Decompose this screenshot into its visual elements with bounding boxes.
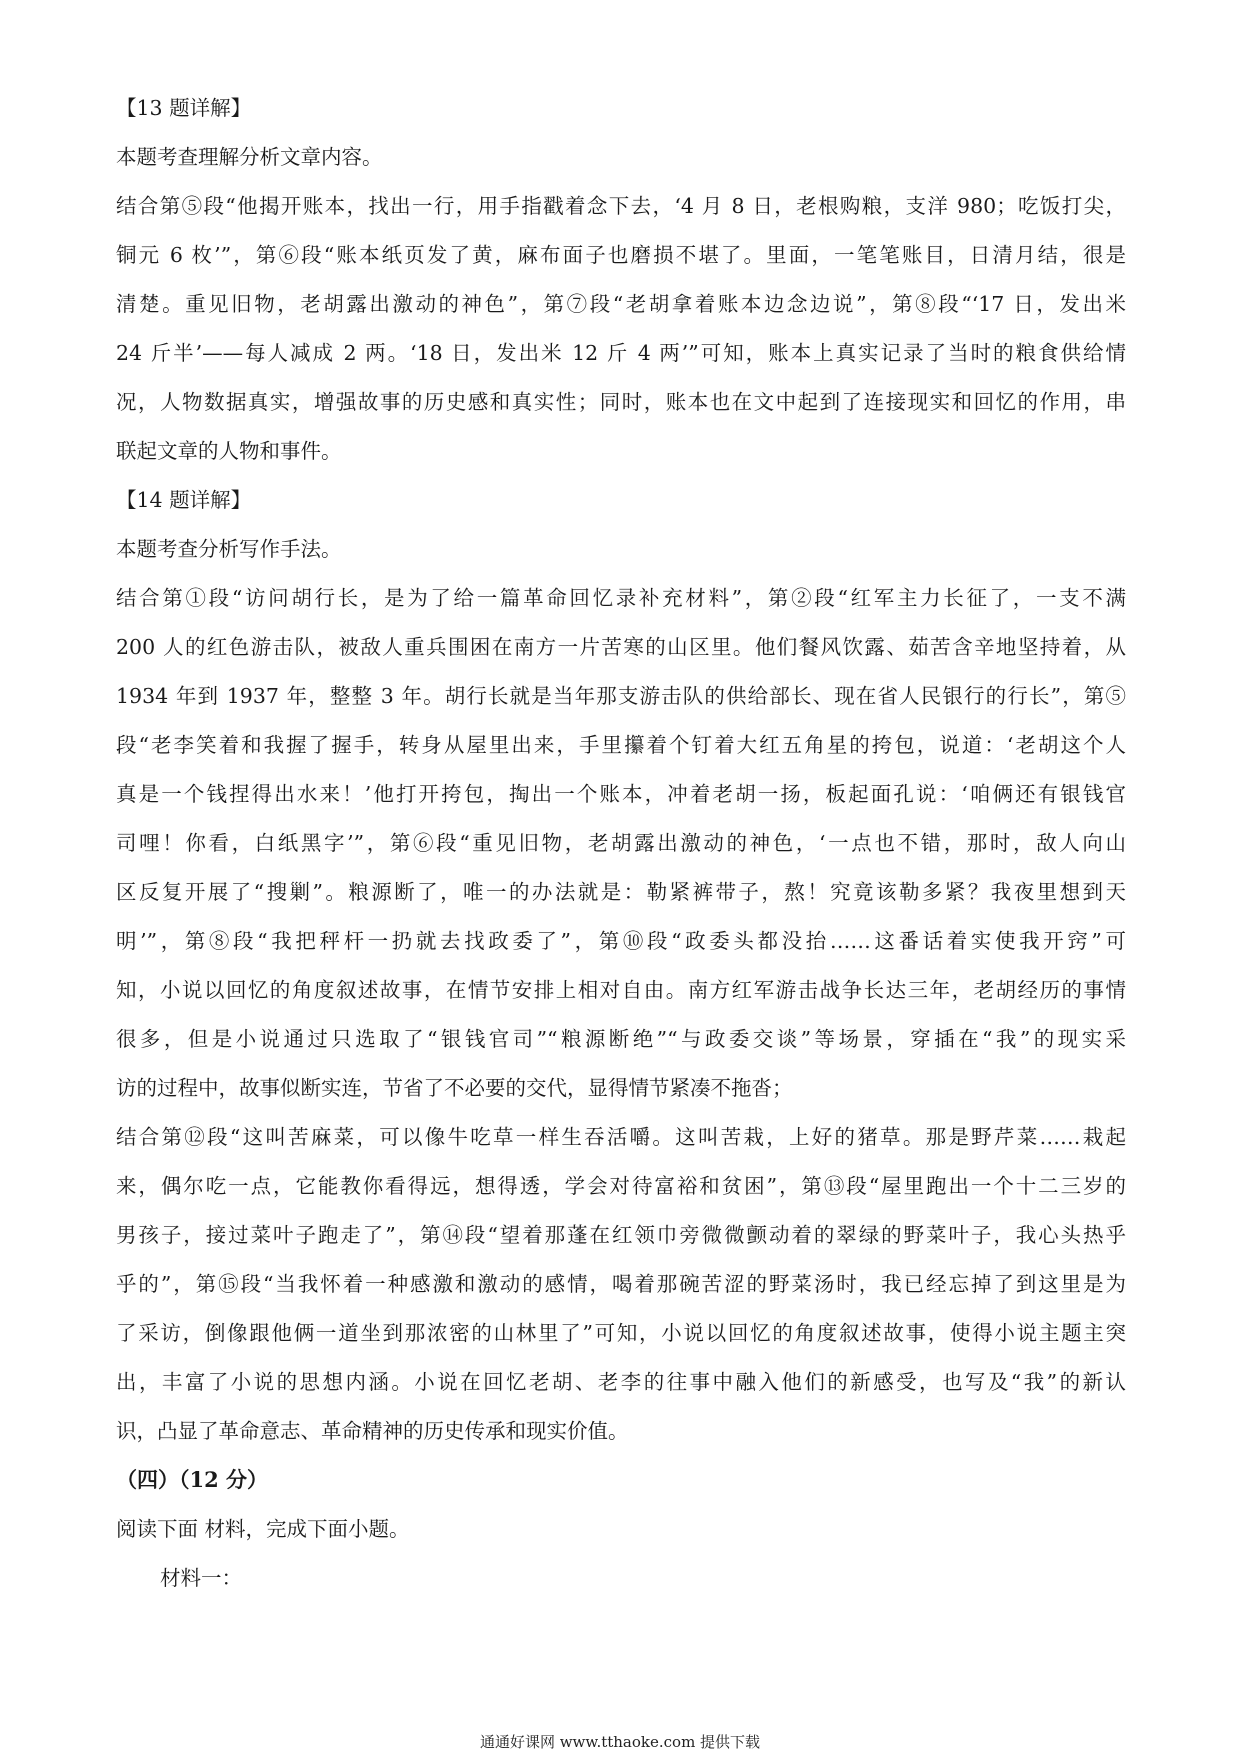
q13-line: 况，人物数据真实，增强故事的历史感和真实性；同时，账本也在文中起到了连接现实和回忆的作用，串	[116, 390, 1126, 414]
material-label: 材料一：	[160, 1566, 242, 1590]
q14-line: 乎的”，第⑮段“当我怀着一种感激和激动的感情，喝着那碗苦涩的野菜汤时，我已经忘掉了到这里是为	[116, 1272, 1126, 1296]
section-instruction: 阅读下面 材料，完成下面小题。	[116, 1517, 410, 1541]
q14-line: 1934 年到 1937 年，整整 3 年。胡行长就是当年那支游击队的供给部长、现在省人民银行的行长”，第⑤	[116, 684, 1126, 708]
q14-line: 了采访，倒像跟他俩一道坐到那浓密的山林里了”可知，小说以回忆的角度叙述故事，使得小说主题主突	[116, 1321, 1126, 1345]
q13-line: 本题考查理解分析文章内容。	[116, 145, 383, 169]
q14-line: 男孩子，接过菜叶子跑走了”，第⑭段“望着那蓬在红领巾旁微微颤动着的翠绿的野菜叶子，我心头热乎	[116, 1223, 1126, 1247]
q14-line: 识，凸显了革命意志、革命精神的历史传承和现实价值。	[116, 1419, 629, 1443]
q14-line: 司哩！你看，白纸黑字’”，第⑥段“重见旧物，老胡露出激动的神色，‘一点也不错，那时，敌人向山	[116, 831, 1126, 855]
q14-line: 本题考查分析写作手法。	[116, 537, 342, 561]
q13-line: 清楚。重见旧物，老胡露出激动的神色”，第⑦段“老胡拿着账本边念边说”，第⑧段“‘17 日，发出米	[116, 292, 1126, 316]
q14-line: 结合第①段“访问胡行长，是为了给一篇革命回忆录补充材料”，第②段“红军主力长征了，一支不满	[116, 586, 1126, 610]
q14-line: 访的过程中，故事似断实连，节省了不必要的交代，显得情节紧凑不拖沓；	[116, 1076, 793, 1100]
q14-line: 知，小说以回忆的角度叙述故事，在情节安排上相对自由。南方红军游击战争长达三年，老胡经历的事情	[116, 978, 1126, 1002]
q14-line: 区反复开展了“搜剿”。粮源断了，唯一的办法就是：勒紧裤带子，熬！究竟该勒多紧？我夜里想到天	[116, 880, 1126, 904]
q14-line: 明’”，第⑧段“我把秤杆一扔就去找政委了”，第⑩段“政委头都没抬……这番话着实使我开窍”可	[116, 929, 1126, 953]
q14-line: 段“老李笑着和我握了握手，转身从屋里出来，手里攥着个钉着大红五角星的挎包，说道：‘老胡这个人	[116, 733, 1126, 757]
q14-line: 来，偶尔吃一点，它能教你看得远，想得透，学会对待富裕和贫困”，第⑬段“屋里跑出一个十二三岁的	[116, 1174, 1126, 1198]
q13-line: 铜元 6 枚’”，第⑥段“账本纸页发了黄，麻布面子也磨损不堪了。里面，一笔笔账目，日清月结，很是	[116, 243, 1126, 267]
q14-line: 出，丰富了小说的思想内涵。小说在回忆老胡、老李的往事中融入他们的新感受，也写及“我”的新认	[116, 1370, 1126, 1394]
page-footer: 通通好课网 www.tthaoke.com 提供下载	[479, 1733, 761, 1751]
section-title: （四）（12 分）	[116, 1467, 269, 1492]
q14-line: 很多，但是小说通过只选取了“银钱官司”“粮源断绝”“与政委交谈”等场景，穿插在“我”的现实采	[116, 1027, 1126, 1051]
q14-heading: 【14 题详解】	[116, 488, 252, 512]
q14-line: 结合第⑫段“这叫苦麻菜，可以像牛吃草一样生吞活嚼。这叫苦栽，上好的猪草。那是野芹菜……栽起	[116, 1125, 1126, 1149]
q14-line: 200 人的红色游击队，被敌人重兵围困在南方一片苦寒的山区里。他们餐风饮露、茹苦含辛地坚持着，从	[116, 635, 1126, 659]
q13-heading: 【13 题详解】	[116, 96, 252, 120]
document-body	[116, 96, 1126, 1615]
q13-line: 结合第⑤段“他揭开账本，找出一行，用手指戳着念下去，‘4 月 8 日，老根购粮，支洋 980；吃饭打尖，	[116, 194, 1126, 218]
q13-line: 24 斤半’——每人减成 2 两。‘18 日，发出米 12 斤 4 两’”可知，账本上真实记录了当时的粮食供给情	[116, 341, 1126, 365]
q14-line: 真是一个钱捏得出水来！’他打开挎包，掏出一个账本，冲着老胡一扬，板起面孔说：‘咱俩还有银钱官	[116, 782, 1126, 806]
q13-line: 联起文章的人物和事件。	[116, 439, 342, 463]
